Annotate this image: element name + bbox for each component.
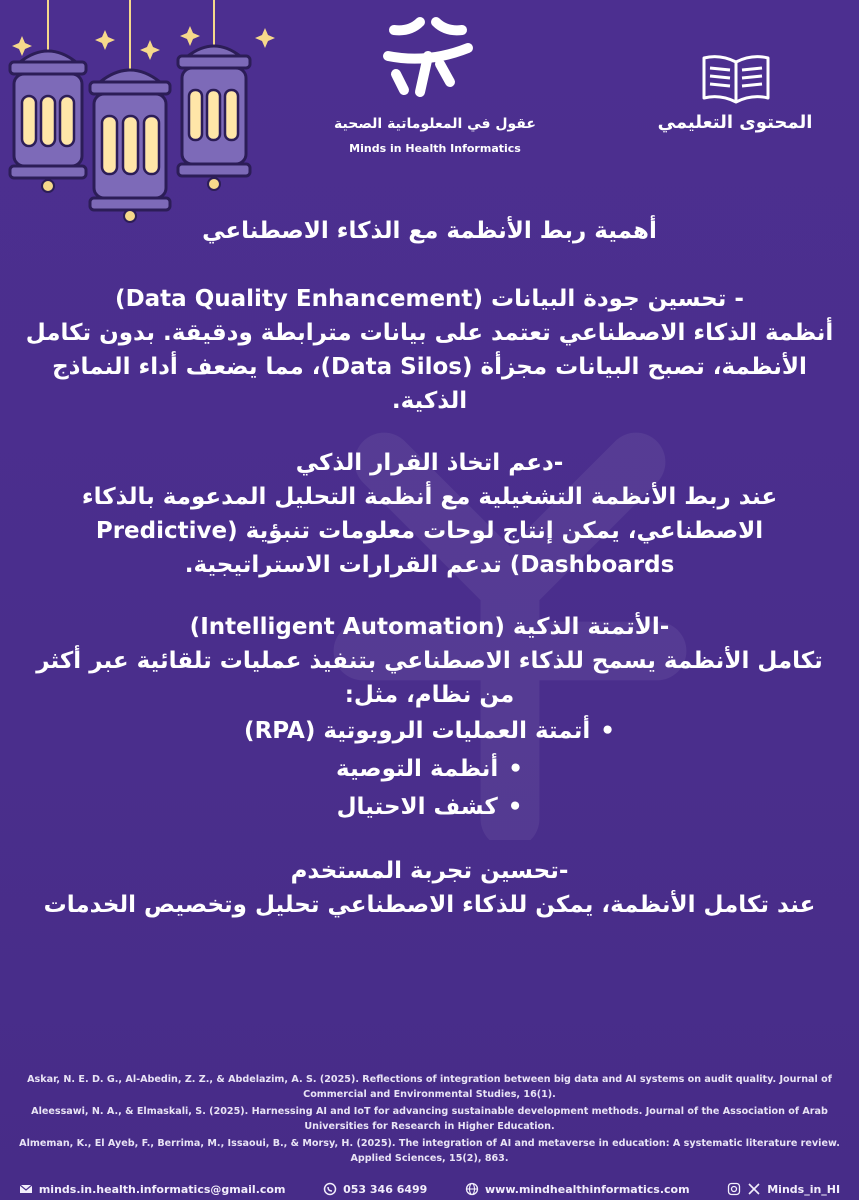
logo-arabic-name: عقول في المعلوماتية الصحية (334, 116, 536, 132)
section-heading: - تحسين جودة البيانات (Data Quality Enhancement) (115, 286, 744, 312)
bullet-icon: • (600, 718, 615, 744)
list-item-text: أتمتة العمليات الروبوتية (RPA) (244, 718, 591, 744)
reference-item: Askar, N. E. D. G., Al-Abedin, Z. Z., & Abdelazim, A. S. (2025). Reflections of integration between big data and AI systems on audit quality. Journal of Commercial and Environmental Studies, 16(1). (27, 1074, 832, 1100)
footer-email[interactable] (19, 1182, 286, 1196)
footer-phone[interactable] (323, 1182, 427, 1196)
educational-content-label: المحتوى التعليمي (657, 112, 813, 133)
section-body: عند ربط الأنظمة التشغيلية مع أنظمة التحليل المدعومة بالذكاء الاصطناعي، يمكن إنتاج لوحات معلومات تنبؤية (Predictive Dashboards) تدعم القرارات الاستراتيجية. (81, 484, 778, 578)
contact-footer (0, 1178, 859, 1200)
list-item-text: كشف الاحتيال (336, 794, 498, 820)
phone-text: 053 346 6499 (343, 1182, 428, 1196)
section-decision-support (20, 446, 839, 582)
section-user-experience (20, 854, 839, 922)
globe-icon (465, 1182, 479, 1196)
section-data-quality (20, 282, 839, 418)
bullet-icon: • (508, 756, 523, 782)
open-book-icon (700, 52, 772, 106)
bullet-icon: • (507, 794, 523, 820)
x-icon (747, 1182, 761, 1196)
footer-social[interactable] (727, 1182, 840, 1196)
list-item-text: أنظمة التوصية (336, 756, 499, 782)
section-heading: -تحسين تجربة المستخدم (290, 858, 569, 884)
reference-item: Aleessawi, N. A., & Elmaskali, S. (2025). Harnessing AI and IoT for advancing sustainable development methods. Journal of the Association of Arab Universities for Research in Higher Education. (31, 1106, 828, 1132)
social-handle-text: Minds_in_HI (767, 1182, 841, 1196)
footer-website[interactable] (465, 1182, 690, 1196)
list-item (20, 750, 839, 788)
logo-english-name: Minds in Health Informatics (349, 142, 521, 155)
reference-item: Almeman, K., El Ayeb, F., Berrima, M., Issaoui, B., & Morsy, H. (2025). The integration of AI and metaverse in education: A systematic literature review. Applied Sciences, 15(2), 863. (19, 1138, 840, 1164)
references (0, 1072, 859, 1168)
list-item (20, 712, 839, 750)
section-heading: -دعم اتخاذ القرار الذكي (295, 450, 564, 476)
lanterns-decoration-icon (0, 0, 280, 230)
section-intelligent-automation (20, 610, 839, 826)
main-content (20, 208, 839, 922)
website-text: www.mindhealthinformatics.com (485, 1182, 690, 1196)
page-title: أهمية ربط الأنظمة مع الذكاء الاصطناعي (202, 218, 657, 244)
section-body: عند تكامل الأنظمة، يمكن للذكاء الاصطناعي تحليل وتخصيص الخدمات (43, 892, 816, 918)
section-body: تكامل الأنظمة يسمح للذكاء الاصطناعي بتنفيذ عمليات تلقائية عبر أكثر من نظام، مثل: (36, 648, 823, 708)
section-body: أنظمة الذكاء الاصطناعي تعتمد على بيانات مترابطة ودقيقة. بدون تكامل الأنظمة، تصبح البيانات مجزأة (Data Silos)، مما يضعف أداء النماذج الذكية. (25, 320, 834, 414)
instagram-icon (727, 1182, 741, 1196)
email-icon (19, 1182, 33, 1196)
email-text: minds.in.health.informatics@gmail.com (38, 1182, 286, 1196)
list-item (20, 788, 839, 826)
section-heading: -الأتمتة الذكية (Intelligent Automation) (189, 614, 670, 640)
whatsapp-icon (323, 1182, 337, 1196)
automation-examples-list (20, 712, 839, 826)
brand-logo-icon (380, 12, 476, 100)
